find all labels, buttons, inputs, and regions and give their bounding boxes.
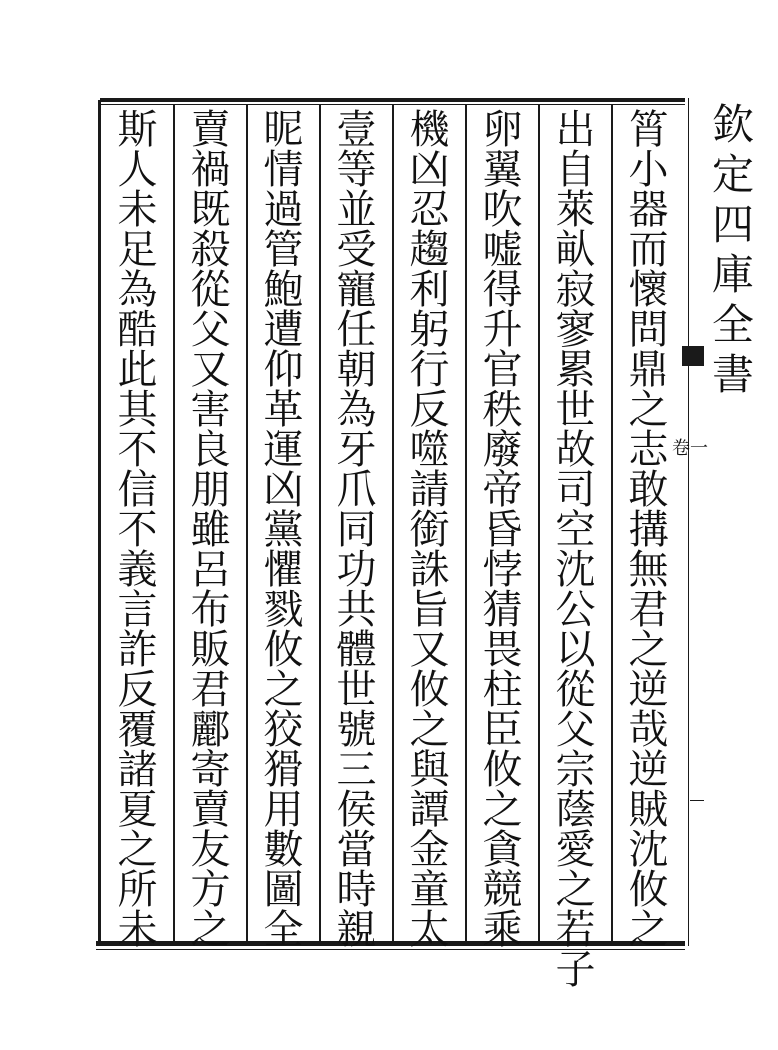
text-char: 過 <box>263 187 304 233</box>
text-char: 之 <box>555 867 596 913</box>
text-char: 問 <box>628 307 669 353</box>
fishtail-mark <box>682 346 704 366</box>
text-char: 不 <box>117 507 158 553</box>
text-char: 君 <box>190 667 231 713</box>
text-char: 柱 <box>482 667 523 713</box>
text-char: 沈 <box>555 547 596 593</box>
text-char: 哉 <box>628 707 669 753</box>
text-char: 累 <box>555 347 596 393</box>
text-char: 親 <box>336 907 377 953</box>
frame-left-border <box>98 100 101 946</box>
text-char: 革 <box>263 387 304 433</box>
column-rule <box>173 104 175 942</box>
text-char: 帝 <box>482 467 523 513</box>
text-char: 懼 <box>263 547 304 593</box>
text-char: 世 <box>555 387 596 433</box>
text-char: 公 <box>555 587 596 633</box>
margin-tick <box>690 800 704 801</box>
text-char: 太 <box>409 907 450 953</box>
text-char: 之 <box>628 387 669 433</box>
text-char: 時 <box>336 867 377 913</box>
text-char: 猜 <box>482 587 523 633</box>
text-char: 等 <box>336 147 377 193</box>
text-char: 爪 <box>336 467 377 513</box>
text-char: 又 <box>190 347 231 393</box>
text-char: 利 <box>409 267 450 313</box>
text-char: 沈 <box>628 827 669 873</box>
text-char: 請 <box>409 467 450 513</box>
text-char: 斯 <box>117 107 158 153</box>
text-char: 受 <box>336 227 377 273</box>
text-char: 夏 <box>117 787 158 833</box>
text-char: 空 <box>555 507 596 553</box>
text-char: 圖 <box>263 867 304 913</box>
text-char: 譚 <box>409 787 450 833</box>
text-char: 體 <box>336 627 377 673</box>
text-char: 凶 <box>409 147 450 193</box>
margin-title-char: 全 <box>711 300 754 349</box>
text-char: 愛 <box>555 827 596 873</box>
text-char: 當 <box>336 827 377 873</box>
margin-title-char: 欽 <box>711 100 754 149</box>
text-char: 朝 <box>336 347 377 393</box>
text-char: 足 <box>117 227 158 273</box>
text-char: 號 <box>336 707 377 753</box>
text-char: 世 <box>336 667 377 713</box>
text-char: 畏 <box>482 627 523 673</box>
text-char: 雖 <box>190 507 231 553</box>
text-char: 自 <box>555 147 596 193</box>
text-char: 敢 <box>628 467 669 513</box>
text-column <box>254 107 314 953</box>
text-char: 殺 <box>190 227 231 273</box>
text-char: 昵 <box>263 107 304 153</box>
text-char: 數 <box>263 827 304 873</box>
text-char: 信 <box>117 467 158 513</box>
text-char: 之 <box>482 787 523 833</box>
text-char: 之 <box>117 827 158 873</box>
text-char: 無 <box>628 547 669 593</box>
text-char: 賊 <box>628 787 669 833</box>
text-char: 鮑 <box>263 267 304 313</box>
text-char: 賣 <box>190 787 231 833</box>
text-char: 覆 <box>117 707 158 753</box>
text-char: 反 <box>117 667 158 713</box>
text-char: 搆 <box>628 507 669 553</box>
text-char: 布 <box>190 587 231 633</box>
text-char: 並 <box>336 187 377 233</box>
text-char: 酈 <box>190 707 231 753</box>
text-char: 攸 <box>263 627 304 673</box>
text-char: 詐 <box>117 627 158 673</box>
text-char: 人 <box>117 147 158 193</box>
text-char: 壹 <box>336 107 377 153</box>
text-char: 寂 <box>555 267 596 313</box>
text-char: 忍 <box>409 187 450 233</box>
text-char: 遭 <box>263 307 304 353</box>
text-char: 酷 <box>117 307 158 353</box>
text-char: 友 <box>190 827 231 873</box>
text-char: 共 <box>336 587 377 633</box>
text-char: 得 <box>482 267 523 313</box>
text-char: 從 <box>190 267 231 313</box>
text-char: 童 <box>409 867 450 913</box>
text-char: 蔭 <box>555 787 596 833</box>
text-char: 萊 <box>555 187 596 233</box>
text-column <box>181 107 241 953</box>
text-char: 寵 <box>336 267 377 313</box>
text-column <box>546 107 606 993</box>
text-char: 而 <box>628 227 669 273</box>
text-char: 器 <box>628 187 669 233</box>
text-char: 不 <box>117 427 158 473</box>
text-char: 害 <box>190 387 231 433</box>
text-char: 趨 <box>409 227 450 273</box>
text-char: 升 <box>482 307 523 353</box>
text-char: 噬 <box>409 427 450 473</box>
text-char: 同 <box>336 507 377 553</box>
text-char: 賣 <box>190 107 231 153</box>
text-char: 故 <box>555 427 596 473</box>
text-char: 逆 <box>628 747 669 793</box>
column-rule <box>246 104 248 942</box>
text-char: 全 <box>263 907 304 953</box>
text-char: 狡 <box>263 707 304 753</box>
text-char: 侯 <box>336 787 377 833</box>
text-char: 志 <box>628 427 669 473</box>
text-char: 宗 <box>555 747 596 793</box>
text-char: 子 <box>555 947 596 993</box>
text-char: 與 <box>409 747 450 793</box>
text-char: 之 <box>628 627 669 673</box>
text-char: 管 <box>263 227 304 273</box>
text-char: 攸 <box>628 867 669 913</box>
text-char: 翼 <box>482 147 523 193</box>
text-char: 禍 <box>190 147 231 193</box>
text-char: 猾 <box>263 747 304 793</box>
text-char: 之 <box>628 907 669 953</box>
margin-title-char: 書 <box>711 350 754 399</box>
text-char: 以 <box>555 627 596 673</box>
text-char: 秩 <box>482 387 523 433</box>
text-char: 之 <box>263 667 304 713</box>
margin-title <box>698 100 768 400</box>
text-char: 鼎 <box>628 347 669 393</box>
text-char: 臣 <box>482 707 523 753</box>
text-char: 筲 <box>628 107 669 153</box>
text-char: 若 <box>555 907 596 953</box>
text-char: 競 <box>482 867 523 913</box>
text-char: 懷 <box>628 267 669 313</box>
text-char: 言 <box>117 587 158 633</box>
text-char: 從 <box>555 667 596 713</box>
text-char: 反 <box>409 387 450 433</box>
text-char: 諸 <box>117 747 158 793</box>
column-rule <box>465 104 467 942</box>
text-char: 廢 <box>482 427 523 473</box>
text-char: 小 <box>628 147 669 193</box>
text-char: 未 <box>117 907 158 953</box>
text-char: 父 <box>190 307 231 353</box>
text-char: 畒 <box>555 227 596 273</box>
text-char: 任 <box>336 307 377 353</box>
text-char: 義 <box>117 547 158 593</box>
text-char: 功 <box>336 547 377 593</box>
margin-title-char: 定 <box>711 150 754 199</box>
text-char: 寥 <box>555 307 596 353</box>
text-char: 銜 <box>409 507 450 553</box>
text-char: 之 <box>190 907 231 953</box>
text-char: 未 <box>117 187 158 233</box>
text-char: 方 <box>190 867 231 913</box>
text-char: 寄 <box>190 747 231 793</box>
margin-divider <box>688 98 689 946</box>
text-char: 攸 <box>482 747 523 793</box>
text-char: 黨 <box>263 507 304 553</box>
text-char: 乘 <box>482 907 523 953</box>
text-column <box>108 107 168 953</box>
text-char: 既 <box>190 187 231 233</box>
text-char: 之 <box>409 707 450 753</box>
text-char: 官 <box>482 347 523 393</box>
text-char: 牙 <box>336 427 377 473</box>
text-char: 販 <box>190 627 231 673</box>
text-char: 凶 <box>263 467 304 513</box>
text-char: 攸 <box>409 667 450 713</box>
text-char: 君 <box>628 587 669 633</box>
text-char: 出 <box>555 107 596 153</box>
text-char: 三 <box>336 747 377 793</box>
text-char: 躬 <box>409 307 450 353</box>
text-char: 又 <box>409 627 450 673</box>
text-column <box>619 107 679 953</box>
text-char: 良 <box>190 427 231 473</box>
text-char: 逆 <box>628 667 669 713</box>
text-char: 為 <box>336 387 377 433</box>
text-char: 行 <box>409 347 450 393</box>
frame-top-border <box>100 98 685 102</box>
column-rule <box>392 104 394 942</box>
text-char: 機 <box>409 107 450 153</box>
text-char: 金 <box>409 827 450 873</box>
text-char: 運 <box>263 427 304 473</box>
text-column <box>400 107 460 953</box>
text-column <box>473 107 533 953</box>
text-char: 朋 <box>190 467 231 513</box>
text-char: 嘘 <box>482 227 523 273</box>
text-char: 此 <box>117 347 158 393</box>
text-char: 誅 <box>409 547 450 593</box>
margin-title-char: 四 <box>711 200 754 249</box>
text-char: 吹 <box>482 187 523 233</box>
text-char: 卵 <box>482 107 523 153</box>
text-char: 司 <box>555 467 596 513</box>
text-char: 父 <box>555 707 596 753</box>
text-char: 其 <box>117 387 158 433</box>
column-rule <box>538 104 540 942</box>
text-char: 旨 <box>409 587 450 633</box>
text-char: 為 <box>117 267 158 313</box>
text-char: 所 <box>117 867 158 913</box>
text-char: 貪 <box>482 827 523 873</box>
text-column <box>327 107 387 953</box>
text-char: 昏 <box>482 507 523 553</box>
column-rule <box>611 104 613 942</box>
text-char: 仰 <box>263 347 304 393</box>
text-char: 情 <box>263 147 304 193</box>
margin-title-char: 庫 <box>711 250 754 299</box>
column-rule <box>319 104 321 942</box>
text-char: 呂 <box>190 547 231 593</box>
text-char: 戮 <box>263 587 304 633</box>
text-char: 悖 <box>482 547 523 593</box>
text-char: 用 <box>263 787 304 833</box>
margin-volume: 卷一 <box>672 438 708 459</box>
